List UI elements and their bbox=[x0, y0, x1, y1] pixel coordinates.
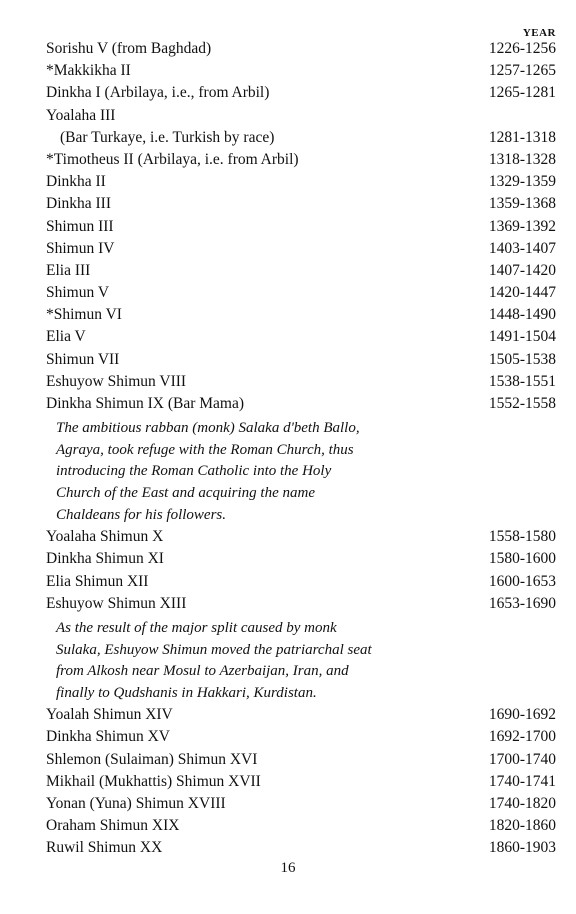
reign-years: 1359-1368 bbox=[488, 195, 556, 213]
list-item bbox=[40, 573, 556, 595]
list-item bbox=[40, 306, 556, 328]
list-item bbox=[40, 595, 556, 617]
reign-years: 1580-1600 bbox=[488, 550, 556, 568]
list-item bbox=[40, 40, 556, 62]
reign-years: 1558-1580 bbox=[488, 528, 556, 546]
list-item bbox=[40, 218, 556, 240]
list-item bbox=[40, 528, 556, 550]
reign-years: 1740-1820 bbox=[488, 795, 556, 813]
note-line: Agraya, took refuge with the Roman Church, thus bbox=[56, 441, 354, 458]
list-item bbox=[40, 839, 556, 861]
reign-years: 1257-1265 bbox=[488, 62, 556, 80]
patriarch-name: Elia III bbox=[46, 261, 91, 279]
list-item bbox=[40, 173, 556, 195]
patriarch-name: Elia V bbox=[46, 328, 86, 346]
reign-years: 1692-1700 bbox=[488, 728, 556, 746]
patriarch-name: Dinkha III bbox=[46, 195, 111, 213]
note-line: Church of the East and acquiring the name bbox=[56, 484, 315, 501]
note-line: The ambitious rabban (monk) Salaka d'beth Ballo, bbox=[56, 420, 360, 437]
list-item bbox=[40, 795, 556, 817]
list-item bbox=[40, 817, 556, 839]
patriarch-name: Eshuyow Shimun VIII bbox=[46, 372, 187, 390]
list-item bbox=[40, 107, 556, 129]
note-line: Chaldeans for his followers. bbox=[56, 506, 227, 523]
note-line: from Alkosh near Mosul to Azerbaijan, Iran, and bbox=[56, 663, 349, 680]
note-line: finally to Qudshanis in Hakkari, Kurdistan. bbox=[56, 684, 317, 701]
patriarch-name: Eshuyow Shimun XIII bbox=[46, 594, 187, 612]
list-item bbox=[40, 773, 556, 795]
patriarch-name: *Shimun VI bbox=[46, 306, 122, 324]
patriarch-name: Mikhail (Mukhattis) Shimun XVII bbox=[46, 772, 261, 790]
patriarch-name: Ruwil Shimun XX bbox=[46, 839, 163, 857]
list-item bbox=[40, 84, 556, 106]
patriarch-name: Yonan (Yuna) Shimun XVIII bbox=[46, 795, 226, 813]
patriarch-name: Yoalah Shimun XIV bbox=[46, 706, 173, 724]
reign-years: 1448-1490 bbox=[488, 306, 556, 324]
patriarch-name: Elia Shimun XII bbox=[46, 572, 149, 590]
list-item bbox=[40, 751, 556, 773]
list-item bbox=[40, 395, 556, 417]
reign-years: 1740-1741 bbox=[488, 772, 556, 790]
reign-years: 1700-1740 bbox=[488, 750, 556, 768]
patriarch-name: Shlemon (Sulaiman) Shimun XVI bbox=[46, 750, 258, 768]
patriarch-name: Dinkha II bbox=[46, 173, 106, 191]
list-item bbox=[40, 62, 556, 84]
list-item bbox=[40, 728, 556, 750]
list-item bbox=[40, 129, 556, 151]
patriarch-name: Dinkha I (Arbilaya, i.e., from Arbil) bbox=[46, 84, 270, 102]
patriarch-name: Sorishu V (from Baghdad) bbox=[46, 40, 212, 57]
patriarch-name: Shimun III bbox=[46, 217, 114, 235]
reign-years: 1491-1504 bbox=[488, 328, 556, 346]
page-number: 16 bbox=[280, 860, 296, 876]
patriarch-name: Shimun VII bbox=[46, 350, 120, 368]
patriarch-name: *Makkikha II bbox=[46, 62, 131, 80]
reign-years: 1403-1407 bbox=[488, 239, 556, 257]
historical-note bbox=[40, 418, 436, 526]
patriarch-name: Dinkha Shimun IX (Bar Mama) bbox=[46, 395, 245, 412]
list-item bbox=[40, 240, 556, 262]
reign-years: 1281-1318 bbox=[488, 128, 556, 146]
list-item bbox=[40, 284, 556, 306]
reign-years: 1369-1392 bbox=[488, 217, 556, 235]
patriarch-name: Yoalaha III bbox=[46, 106, 116, 124]
patriarch-name: Dinkha Shimun XV bbox=[46, 728, 170, 746]
patriarch-name: Yoalaha Shimun X bbox=[46, 528, 164, 546]
patriarch-list bbox=[40, 40, 556, 862]
reign-years: 1265-1281 bbox=[488, 84, 556, 102]
note-line: Sulaka, Eshuyow Shimun moved the patriarchal seat bbox=[56, 641, 372, 658]
patriarch-name: Shimun IV bbox=[46, 239, 115, 257]
year-column-header: YEAR bbox=[522, 27, 556, 39]
patriarch-name: Dinkha Shimun XI bbox=[46, 550, 164, 568]
list-item bbox=[40, 328, 556, 350]
patriarch-name: Oraham Shimun XIX bbox=[46, 817, 180, 835]
list-item bbox=[40, 373, 556, 395]
reign-years: 1600-1653 bbox=[488, 572, 556, 590]
reign-years: 1407-1420 bbox=[488, 261, 556, 279]
list-item bbox=[40, 351, 556, 373]
reign-years: 1318-1328 bbox=[488, 150, 556, 168]
historical-note bbox=[40, 618, 436, 704]
reign-years: 1329-1359 bbox=[488, 173, 556, 191]
reign-years: 1653-1690 bbox=[488, 594, 556, 612]
reign-years: 1538-1551 bbox=[488, 372, 556, 390]
list-item bbox=[40, 262, 556, 284]
reign-years: 1226-1256 bbox=[488, 40, 556, 57]
reign-years: 1505-1538 bbox=[488, 350, 556, 368]
reign-years: 1552-1558 bbox=[488, 395, 556, 412]
reign-years: 1820-1860 bbox=[488, 817, 556, 835]
patriarch-name-continuation: (Bar Turkaye, i.e. Turkish by race) bbox=[60, 128, 275, 146]
patriarch-name: Shimun V bbox=[46, 284, 110, 302]
note-line: As the result of the major split caused by monk bbox=[56, 619, 337, 636]
reign-years: 1690-1692 bbox=[488, 706, 556, 724]
reign-years: 1860-1903 bbox=[488, 839, 556, 857]
note-line: introducing the Roman Catholic into the Holy bbox=[56, 463, 332, 480]
patriarch-name: *Timotheus II (Arbilaya, i.e. from Arbil) bbox=[46, 150, 299, 168]
reign-years: 1420-1447 bbox=[488, 284, 556, 302]
list-item bbox=[40, 151, 556, 173]
list-item bbox=[40, 706, 556, 728]
list-item bbox=[40, 550, 556, 572]
list-item bbox=[40, 195, 556, 217]
